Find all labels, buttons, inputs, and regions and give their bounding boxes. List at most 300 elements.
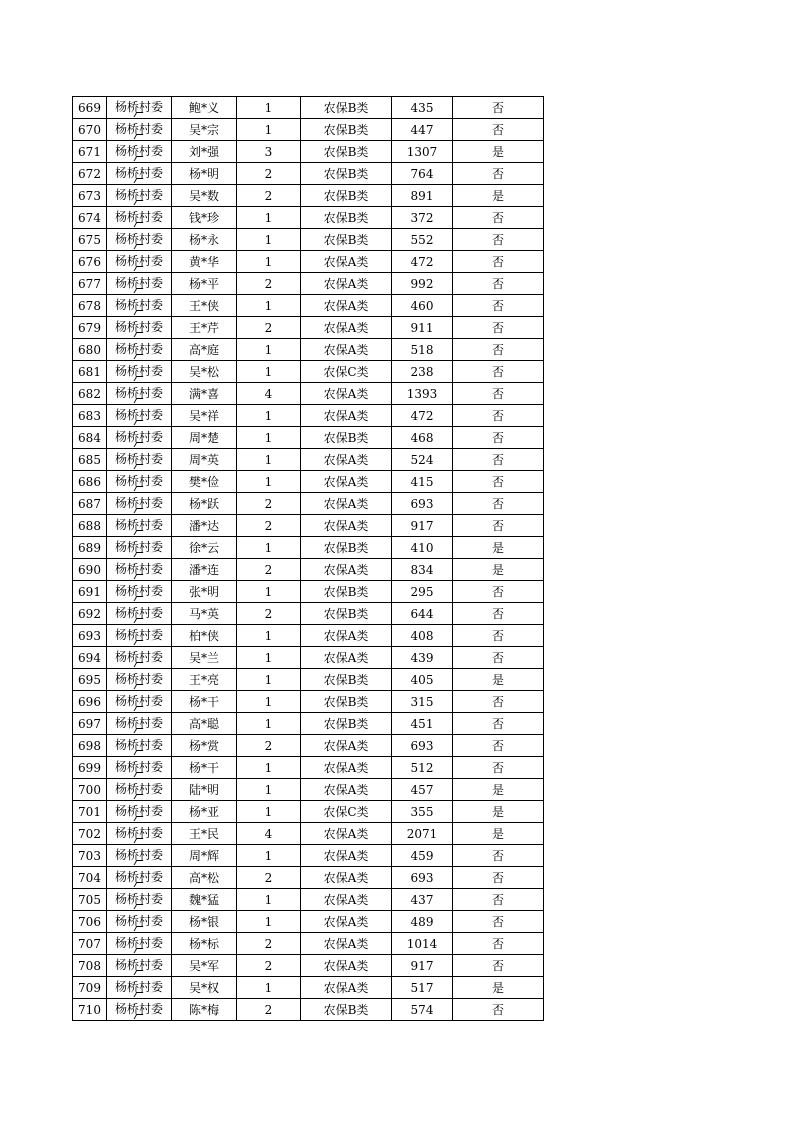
insurance-type-cell: 农保B类	[301, 119, 392, 141]
household-count-cell: 1	[237, 251, 301, 273]
insurance-type-cell: 农保B类	[301, 229, 392, 251]
row-number-cell: 702	[73, 823, 107, 845]
village-label: 杨桥村委	[114, 606, 163, 620]
row-number-cell: 701	[73, 801, 107, 823]
row-number-cell: 685	[73, 449, 107, 471]
cell-mark	[134, 706, 144, 711]
household-count-cell: 2	[237, 185, 301, 207]
household-count-cell: 1	[237, 119, 301, 141]
name-cell: 潘*达	[172, 515, 237, 537]
village-cell	[107, 537, 172, 559]
household-count-cell: 3	[237, 141, 301, 163]
table-row	[73, 625, 544, 647]
flag-cell: 否	[453, 933, 544, 955]
name-cell: 鲍*义	[172, 97, 237, 119]
flag-cell: 是	[453, 559, 544, 581]
row-number-cell: 687	[73, 493, 107, 515]
row-number-cell: 678	[73, 295, 107, 317]
village-label: 杨桥村委	[114, 364, 163, 378]
cell-mark	[134, 574, 144, 579]
household-count-cell: 2	[237, 603, 301, 625]
name-cell: 柏*侠	[172, 625, 237, 647]
village-cell	[107, 141, 172, 163]
name-cell: 王*民	[172, 823, 237, 845]
table-row	[73, 185, 544, 207]
village-label: 杨桥村委	[114, 166, 163, 180]
flag-cell: 否	[453, 449, 544, 471]
insurance-type-cell: 农保A类	[301, 471, 392, 493]
insurance-type-cell: 农保A类	[301, 757, 392, 779]
table-row	[73, 317, 544, 339]
household-count-cell: 2	[237, 559, 301, 581]
flag-cell: 否	[453, 713, 544, 735]
name-cell: 杨*亚	[172, 801, 237, 823]
flag-cell: 否	[453, 229, 544, 251]
village-label: 杨桥村委	[114, 782, 163, 796]
flag-cell: 否	[453, 119, 544, 141]
row-number-cell: 669	[73, 97, 107, 119]
cell-mark	[134, 1014, 144, 1019]
amount-cell: 408	[392, 625, 453, 647]
table-row	[73, 251, 544, 273]
cell-mark	[134, 486, 144, 491]
name-cell: 樊*俭	[172, 471, 237, 493]
village-cell	[107, 669, 172, 691]
row-number-cell: 684	[73, 427, 107, 449]
row-number-cell: 676	[73, 251, 107, 273]
village-label: 杨桥村委	[114, 584, 163, 598]
amount-cell: 489	[392, 911, 453, 933]
household-count-cell: 1	[237, 713, 301, 735]
household-count-cell: 1	[237, 779, 301, 801]
cell-mark	[134, 794, 144, 799]
table-row	[73, 691, 544, 713]
village-label: 杨桥村委	[114, 694, 163, 708]
insurance-type-cell: 农保B类	[301, 163, 392, 185]
cell-mark	[134, 530, 144, 535]
name-cell: 魏*猛	[172, 889, 237, 911]
insurance-type-cell: 农保A类	[301, 625, 392, 647]
table-row	[73, 339, 544, 361]
amount-cell: 992	[392, 273, 453, 295]
name-cell: 满*喜	[172, 383, 237, 405]
amount-cell: 834	[392, 559, 453, 581]
amount-cell: 911	[392, 317, 453, 339]
flag-cell: 否	[453, 647, 544, 669]
amount-cell: 295	[392, 581, 453, 603]
village-cell	[107, 405, 172, 427]
village-label: 杨桥村委	[114, 342, 163, 356]
row-number-cell: 691	[73, 581, 107, 603]
name-cell: 周*英	[172, 449, 237, 471]
row-number-cell: 681	[73, 361, 107, 383]
flag-cell: 否	[453, 295, 544, 317]
cell-mark	[134, 354, 144, 359]
roster-body	[73, 97, 544, 1021]
insurance-type-cell: 农保A类	[301, 933, 392, 955]
village-cell	[107, 713, 172, 735]
name-cell: 杨*银	[172, 911, 237, 933]
insurance-type-cell: 农保A类	[301, 647, 392, 669]
insurance-type-cell: 农保A类	[301, 845, 392, 867]
row-number-cell: 683	[73, 405, 107, 427]
amount-cell: 764	[392, 163, 453, 185]
household-count-cell: 1	[237, 845, 301, 867]
household-count-cell: 1	[237, 757, 301, 779]
village-label: 杨桥村委	[114, 100, 163, 114]
flag-cell: 否	[453, 603, 544, 625]
row-number-cell: 709	[73, 977, 107, 999]
village-label: 杨桥村委	[114, 518, 163, 532]
village-label: 杨桥村委	[114, 562, 163, 576]
table-row	[73, 141, 544, 163]
table-row	[73, 867, 544, 889]
flag-cell: 否	[453, 911, 544, 933]
household-count-cell: 1	[237, 471, 301, 493]
household-count-cell: 2	[237, 867, 301, 889]
amount-cell: 917	[392, 515, 453, 537]
cell-mark	[134, 816, 144, 821]
name-cell: 高*松	[172, 867, 237, 889]
village-cell	[107, 119, 172, 141]
village-cell	[107, 383, 172, 405]
flag-cell: 否	[453, 999, 544, 1021]
household-count-cell: 2	[237, 955, 301, 977]
name-cell: 吴*数	[172, 185, 237, 207]
village-label: 杨桥村委	[114, 232, 163, 246]
insurance-type-cell: 农保A类	[301, 889, 392, 911]
insurance-type-cell: 农保A类	[301, 955, 392, 977]
village-cell	[107, 625, 172, 647]
name-cell: 杨*赏	[172, 735, 237, 757]
village-cell	[107, 515, 172, 537]
flag-cell: 是	[453, 669, 544, 691]
village-cell	[107, 273, 172, 295]
cell-mark	[134, 200, 144, 205]
row-number-cell: 697	[73, 713, 107, 735]
table-row	[73, 933, 544, 955]
amount-cell: 552	[392, 229, 453, 251]
amount-cell: 512	[392, 757, 453, 779]
name-cell: 周*辉	[172, 845, 237, 867]
insurance-type-cell: 农保A类	[301, 823, 392, 845]
cell-mark	[134, 552, 144, 557]
name-cell: 王*芹	[172, 317, 237, 339]
table-row	[73, 207, 544, 229]
amount-cell: 238	[392, 361, 453, 383]
cell-mark	[134, 904, 144, 909]
table-row	[73, 537, 544, 559]
cell-mark	[134, 772, 144, 777]
table-row	[73, 977, 544, 999]
row-number-cell: 700	[73, 779, 107, 801]
amount-cell: 2071	[392, 823, 453, 845]
village-label: 杨桥村委	[114, 430, 163, 444]
name-cell: 杨*跃	[172, 493, 237, 515]
table-row	[73, 471, 544, 493]
insurance-type-cell: 农保A类	[301, 251, 392, 273]
household-count-cell: 1	[237, 405, 301, 427]
cell-mark	[134, 992, 144, 997]
row-number-cell: 682	[73, 383, 107, 405]
table-row	[73, 955, 544, 977]
village-label: 杨桥村委	[114, 1002, 163, 1016]
village-cell	[107, 735, 172, 757]
insurance-type-cell: 农保A类	[301, 405, 392, 427]
village-label: 杨桥村委	[114, 716, 163, 730]
table-row	[73, 449, 544, 471]
village-cell	[107, 603, 172, 625]
village-label: 杨桥村委	[114, 452, 163, 466]
table-row	[73, 603, 544, 625]
cell-mark	[134, 750, 144, 755]
flag-cell: 否	[453, 207, 544, 229]
village-cell	[107, 581, 172, 603]
table-row	[73, 581, 544, 603]
flag-cell: 否	[453, 845, 544, 867]
insurance-type-cell: 农保A类	[301, 493, 392, 515]
table-row	[73, 361, 544, 383]
village-label: 杨桥村委	[114, 804, 163, 818]
village-cell	[107, 251, 172, 273]
village-label: 杨桥村委	[114, 144, 163, 158]
village-cell	[107, 647, 172, 669]
household-count-cell: 1	[237, 801, 301, 823]
flag-cell: 否	[453, 867, 544, 889]
table-row	[73, 493, 544, 515]
flag-cell: 是	[453, 537, 544, 559]
village-label: 杨桥村委	[114, 276, 163, 290]
village-label: 杨桥村委	[114, 408, 163, 422]
table-row	[73, 295, 544, 317]
row-number-cell: 689	[73, 537, 107, 559]
table-row	[73, 383, 544, 405]
insurance-type-cell: 农保A类	[301, 779, 392, 801]
insurance-type-cell: 农保B类	[301, 669, 392, 691]
village-label: 杨桥村委	[114, 914, 163, 928]
name-cell: 钱*珍	[172, 207, 237, 229]
insurance-type-cell: 农保A类	[301, 295, 392, 317]
row-number-cell: 707	[73, 933, 107, 955]
row-number-cell: 696	[73, 691, 107, 713]
insurance-type-cell: 农保B类	[301, 603, 392, 625]
row-number-cell: 677	[73, 273, 107, 295]
table-row	[73, 823, 544, 845]
amount-cell: 644	[392, 603, 453, 625]
name-cell: 陆*明	[172, 779, 237, 801]
village-cell	[107, 955, 172, 977]
row-number-cell: 693	[73, 625, 107, 647]
insurance-type-cell: 农保A类	[301, 867, 392, 889]
table-row	[73, 229, 544, 251]
row-number-cell: 675	[73, 229, 107, 251]
amount-cell: 435	[392, 97, 453, 119]
name-cell: 潘*连	[172, 559, 237, 581]
village-cell	[107, 845, 172, 867]
amount-cell: 437	[392, 889, 453, 911]
village-label: 杨桥村委	[114, 958, 163, 972]
amount-cell: 472	[392, 251, 453, 273]
table-row	[73, 669, 544, 691]
village-cell	[107, 295, 172, 317]
name-cell: 刘*强	[172, 141, 237, 163]
cell-mark	[134, 684, 144, 689]
amount-cell: 1014	[392, 933, 453, 955]
village-label: 杨桥村委	[114, 936, 163, 950]
cell-mark	[134, 178, 144, 183]
household-count-cell: 2	[237, 163, 301, 185]
insurance-type-cell: 农保B类	[301, 141, 392, 163]
cell-mark	[134, 508, 144, 513]
flag-cell: 否	[453, 735, 544, 757]
household-count-cell: 1	[237, 295, 301, 317]
village-cell	[107, 207, 172, 229]
insurance-type-cell: 农保B类	[301, 207, 392, 229]
flag-cell: 是	[453, 823, 544, 845]
amount-cell: 518	[392, 339, 453, 361]
village-label: 杨桥村委	[114, 254, 163, 268]
name-cell: 吴*军	[172, 955, 237, 977]
insurance-type-cell: 农保A类	[301, 339, 392, 361]
household-count-cell: 1	[237, 625, 301, 647]
village-label: 杨桥村委	[114, 892, 163, 906]
village-label: 杨桥村委	[114, 848, 163, 862]
household-count-cell: 4	[237, 823, 301, 845]
village-cell	[107, 977, 172, 999]
table-row	[73, 163, 544, 185]
flag-cell: 否	[453, 163, 544, 185]
name-cell: 杨*干	[172, 757, 237, 779]
village-cell	[107, 999, 172, 1021]
flag-cell: 否	[453, 581, 544, 603]
village-cell	[107, 757, 172, 779]
village-cell	[107, 867, 172, 889]
flag-cell: 否	[453, 757, 544, 779]
amount-cell: 460	[392, 295, 453, 317]
household-count-cell: 2	[237, 933, 301, 955]
flag-cell: 是	[453, 801, 544, 823]
village-label: 杨桥村委	[114, 474, 163, 488]
table-row	[73, 999, 544, 1021]
amount-cell: 405	[392, 669, 453, 691]
table-row	[73, 779, 544, 801]
household-count-cell: 1	[237, 97, 301, 119]
row-number-cell: 708	[73, 955, 107, 977]
cell-mark	[134, 838, 144, 843]
row-number-cell: 698	[73, 735, 107, 757]
cell-mark	[134, 596, 144, 601]
name-cell: 吴*祥	[172, 405, 237, 427]
name-cell: 吴*松	[172, 361, 237, 383]
amount-cell: 693	[392, 493, 453, 515]
flag-cell: 否	[453, 625, 544, 647]
household-count-cell: 1	[237, 691, 301, 713]
insurance-type-cell: 农保B类	[301, 691, 392, 713]
cell-mark	[134, 662, 144, 667]
village-cell	[107, 823, 172, 845]
household-count-cell: 1	[237, 911, 301, 933]
name-cell: 周*楚	[172, 427, 237, 449]
name-cell: 吴*宗	[172, 119, 237, 141]
household-count-cell: 1	[237, 361, 301, 383]
village-label: 杨桥村委	[114, 496, 163, 510]
village-label: 杨桥村委	[114, 672, 163, 686]
amount-cell: 451	[392, 713, 453, 735]
row-number-cell: 670	[73, 119, 107, 141]
table-row	[73, 119, 544, 141]
village-cell	[107, 493, 172, 515]
insurance-type-cell: 农保B类	[301, 97, 392, 119]
table-row	[73, 845, 544, 867]
insurance-type-cell: 农保A类	[301, 317, 392, 339]
household-count-cell: 1	[237, 427, 301, 449]
household-count-cell: 1	[237, 207, 301, 229]
insurance-type-cell: 农保A类	[301, 383, 392, 405]
household-count-cell: 1	[237, 889, 301, 911]
insurance-type-cell: 农保B类	[301, 185, 392, 207]
amount-cell: 917	[392, 955, 453, 977]
village-label: 杨桥村委	[114, 650, 163, 664]
insurance-type-cell: 农保A类	[301, 273, 392, 295]
village-cell	[107, 801, 172, 823]
flag-cell: 否	[453, 471, 544, 493]
cell-mark	[134, 882, 144, 887]
name-cell: 张*明	[172, 581, 237, 603]
cell-mark	[134, 112, 144, 117]
amount-cell: 472	[392, 405, 453, 427]
amount-cell: 410	[392, 537, 453, 559]
amount-cell: 517	[392, 977, 453, 999]
household-count-cell: 2	[237, 515, 301, 537]
row-number-cell: 686	[73, 471, 107, 493]
name-cell: 王*亮	[172, 669, 237, 691]
village-cell	[107, 185, 172, 207]
name-cell: 高*聪	[172, 713, 237, 735]
insurance-type-cell: 农保A类	[301, 449, 392, 471]
village-cell	[107, 559, 172, 581]
row-number-cell: 688	[73, 515, 107, 537]
row-number-cell: 672	[73, 163, 107, 185]
village-cell	[107, 229, 172, 251]
household-count-cell: 2	[237, 493, 301, 515]
village-cell	[107, 911, 172, 933]
amount-cell: 372	[392, 207, 453, 229]
amount-cell: 574	[392, 999, 453, 1021]
flag-cell: 否	[453, 273, 544, 295]
cell-mark	[134, 244, 144, 249]
village-cell	[107, 779, 172, 801]
flag-cell: 是	[453, 977, 544, 999]
flag-cell: 否	[453, 97, 544, 119]
flag-cell: 否	[453, 493, 544, 515]
cell-mark	[134, 948, 144, 953]
name-cell: 杨*标	[172, 933, 237, 955]
flag-cell: 否	[453, 427, 544, 449]
household-count-cell: 1	[237, 339, 301, 361]
name-cell: 黄*华	[172, 251, 237, 273]
amount-cell: 315	[392, 691, 453, 713]
flag-cell: 否	[453, 317, 544, 339]
table-row	[73, 713, 544, 735]
household-count-cell: 1	[237, 449, 301, 471]
name-cell: 杨*平	[172, 273, 237, 295]
village-cell	[107, 933, 172, 955]
household-count-cell: 4	[237, 383, 301, 405]
village-label: 杨桥村委	[114, 210, 163, 224]
amount-cell: 439	[392, 647, 453, 669]
cell-mark	[134, 420, 144, 425]
table-row	[73, 427, 544, 449]
